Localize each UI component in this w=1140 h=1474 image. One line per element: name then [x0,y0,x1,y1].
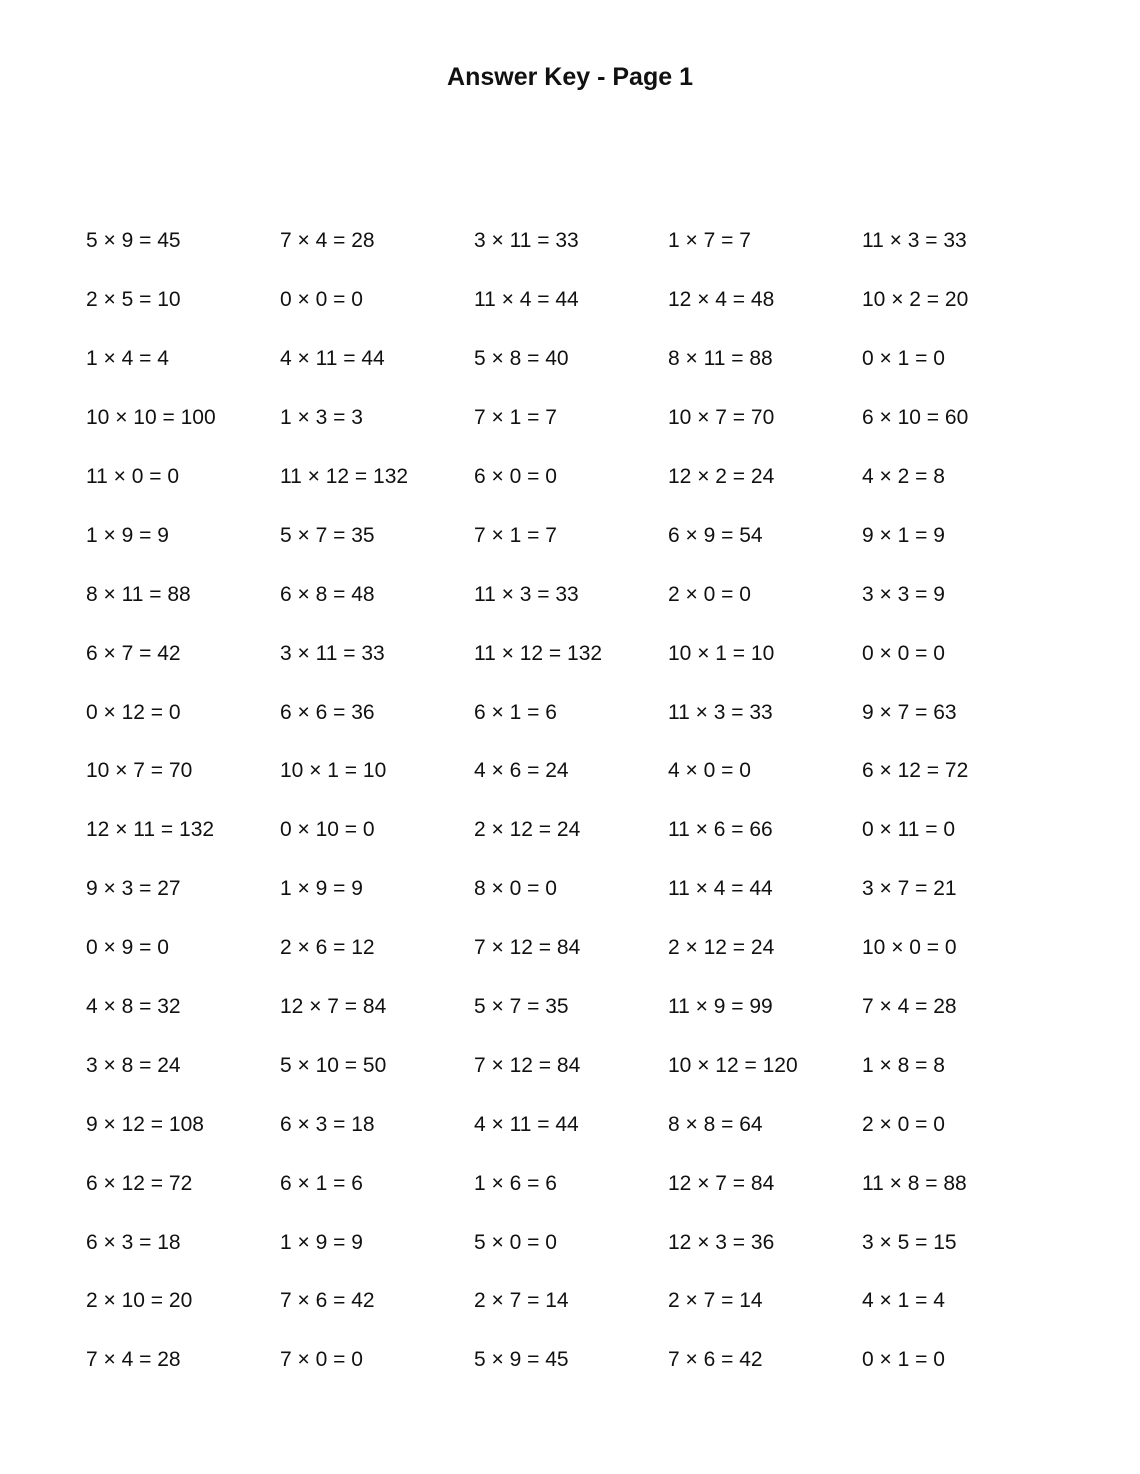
answer-row [86,448,1086,507]
answer-equation: 12 × 4 = 48 [668,288,775,312]
answer-equation: 7 × 0 = 0 [280,1348,363,1372]
answer-row [86,330,1086,389]
answer-equation: 6 × 7 = 42 [86,641,181,665]
answer-equation: 5 × 10 = 50 [280,1053,387,1077]
answer-equation: 10 × 7 = 70 [668,406,775,430]
answer-row [86,271,1086,330]
answer-row [86,683,1086,742]
answer-grid [86,212,1086,1390]
answer-equation: 4 × 8 = 32 [86,995,181,1019]
answer-equation: 11 × 9 = 99 [668,995,773,1019]
answer-equation: 3 × 3 = 9 [862,582,945,606]
answer-equation: 0 × 9 = 0 [86,936,169,960]
answer-equation: 10 × 1 = 10 [280,759,387,783]
answer-equation: 12 × 7 = 84 [668,1171,775,1195]
answer-equation: 8 × 11 = 88 [86,582,191,606]
answer-equation: 8 × 8 = 64 [668,1112,763,1136]
answer-row [86,1213,1086,1272]
answer-row [86,860,1086,919]
answer-equation: 2 × 12 = 24 [474,818,581,842]
answer-equation: 9 × 7 = 63 [862,700,957,724]
answer-equation: 6 × 3 = 18 [280,1112,375,1136]
answer-row [86,624,1086,683]
answer-equation: 12 × 7 = 84 [280,995,387,1019]
answer-equation: 5 × 7 = 35 [474,995,569,1019]
answer-equation: 9 × 3 = 27 [86,877,181,901]
answer-equation: 2 × 0 = 0 [668,582,751,606]
answer-row [86,565,1086,624]
answer-equation: 2 × 0 = 0 [862,1112,945,1136]
answer-equation: 6 × 1 = 6 [474,700,557,724]
answer-equation: 11 × 3 = 33 [474,582,579,606]
answer-equation: 1 × 7 = 7 [668,229,751,253]
answer-equation: 3 × 7 = 21 [862,877,957,901]
answer-equation: 6 × 8 = 48 [280,582,375,606]
page-title: Answer Key - Page 1 [447,63,693,91]
answer-equation: 11 × 12 = 132 [280,465,409,488]
answer-equation: 8 × 11 = 88 [668,347,773,371]
answer-equation: 1 × 3 = 3 [280,406,363,430]
answer-row [86,506,1086,565]
answer-equation: 3 × 5 = 15 [862,1230,957,1254]
answer-equation: 7 × 4 = 28 [280,229,375,253]
answer-equation: 5 × 9 = 45 [474,1348,569,1372]
answer-row [86,978,1086,1037]
answer-equation: 4 × 1 = 4 [862,1289,945,1313]
answer-equation: 2 × 10 = 20 [86,1289,193,1313]
answer-equation: 6 × 0 = 0 [474,465,557,488]
answer-equation: 0 × 0 = 0 [862,641,945,665]
answer-equation: 1 × 9 = 9 [280,1230,363,1254]
answer-row [86,801,1086,860]
answer-equation: 6 × 9 = 54 [668,523,763,547]
answer-equation: 12 × 2 = 24 [668,465,775,488]
answer-equation: 6 × 6 = 36 [280,700,375,724]
answer-equation: 8 × 0 = 0 [474,877,557,901]
answer-equation: 6 × 12 = 72 [862,759,969,783]
answer-equation: 0 × 10 = 0 [280,818,375,842]
answer-equation: 11 × 3 = 33 [862,229,967,253]
answer-equation: 3 × 11 = 33 [474,229,579,253]
answer-equation: 7 × 1 = 7 [474,523,557,547]
answer-row [86,389,1086,448]
answer-equation: 11 × 4 = 44 [474,288,579,312]
answer-equation: 2 × 7 = 14 [668,1289,763,1313]
answer-equation: 2 × 12 = 24 [668,936,775,960]
answer-equation: 4 × 11 = 44 [474,1112,579,1136]
answer-equation: 0 × 1 = 0 [862,347,945,371]
answer-equation: 12 × 11 = 132 [86,818,215,842]
answer-equation: 1 × 6 = 6 [474,1171,557,1195]
answer-equation: 10 × 0 = 0 [862,936,957,960]
answer-equation: 9 × 12 = 108 [86,1112,204,1136]
answer-equation: 2 × 7 = 14 [474,1289,569,1313]
answer-equation: 0 × 1 = 0 [862,1348,945,1372]
answer-equation: 12 × 3 = 36 [668,1230,775,1254]
answer-equation: 6 × 3 = 18 [86,1230,181,1254]
answer-equation: 10 × 10 = 100 [86,406,216,430]
answer-equation: 7 × 6 = 42 [280,1289,375,1313]
answer-equation: 4 × 0 = 0 [668,759,751,783]
answer-row [86,742,1086,801]
answer-equation: 11 × 3 = 33 [668,700,773,724]
answer-equation: 2 × 5 = 10 [86,288,181,312]
answer-equation: 7 × 12 = 84 [474,936,581,960]
answer-equation: 11 × 4 = 44 [668,877,773,901]
answer-equation: 1 × 9 = 9 [280,877,363,901]
answer-equation: 10 × 1 = 10 [668,641,775,665]
answer-equation: 2 × 6 = 12 [280,936,375,960]
answer-equation: 5 × 0 = 0 [474,1230,557,1254]
answer-equation: 1 × 9 = 9 [86,523,169,547]
answer-equation: 10 × 2 = 20 [862,288,969,312]
answer-equation: 7 × 4 = 28 [862,995,957,1019]
answer-equation: 0 × 12 = 0 [86,700,181,724]
answer-equation: 6 × 10 = 60 [862,406,969,430]
answer-equation: 1 × 8 = 8 [862,1053,945,1077]
answer-equation: 5 × 8 = 40 [474,347,569,371]
answer-equation: 0 × 11 = 0 [862,818,956,842]
answer-equation: 10 × 7 = 70 [86,759,193,783]
answer-equation: 11 × 0 = 0 [86,465,180,488]
answer-equation: 7 × 4 = 28 [86,1348,181,1372]
answer-equation: 11 × 12 = 132 [474,641,603,665]
answer-equation: 3 × 11 = 33 [280,641,385,665]
answer-equation: 4 × 6 = 24 [474,759,569,783]
answer-equation: 9 × 1 = 9 [862,523,945,547]
answer-equation: 3 × 8 = 24 [86,1053,181,1077]
answer-row [86,1331,1086,1390]
answer-equation: 4 × 11 = 44 [280,347,385,371]
answer-equation: 5 × 9 = 45 [86,229,181,253]
answer-equation: 10 × 12 = 120 [668,1053,798,1077]
answer-row [86,1095,1086,1154]
answer-equation: 1 × 4 = 4 [86,347,169,371]
answer-equation: 5 × 7 = 35 [280,523,375,547]
answer-row [86,1036,1086,1095]
answer-equation: 7 × 12 = 84 [474,1053,581,1077]
answer-equation: 11 × 6 = 66 [668,818,773,842]
answer-row [86,919,1086,978]
answer-equation: 7 × 6 = 42 [668,1348,763,1372]
answer-equation: 7 × 1 = 7 [474,406,557,430]
answer-row [86,1272,1086,1331]
answer-equation: 6 × 12 = 72 [86,1171,193,1195]
answer-equation: 0 × 0 = 0 [280,288,363,312]
answer-equation: 11 × 8 = 88 [862,1171,967,1195]
answer-equation: 4 × 2 = 8 [862,465,945,488]
answer-row [86,212,1086,271]
answer-row [86,1154,1086,1213]
answer-equation: 6 × 1 = 6 [280,1171,363,1195]
